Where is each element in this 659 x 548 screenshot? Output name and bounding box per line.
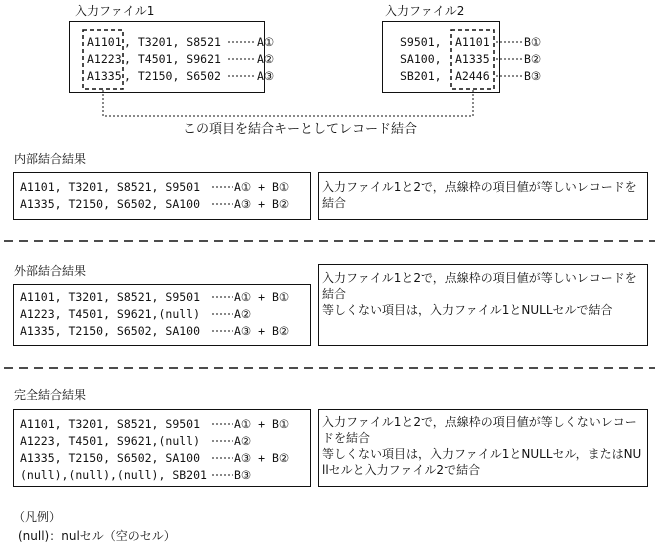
input1-row-ref: A② [257,52,275,66]
input2-row-key: A2446 [455,69,490,83]
join-key-caption: この項目を結合キーとしてレコード結合 [183,122,418,137]
input1-row-key: A1223 [87,52,122,66]
outer-row-ref: A② [234,307,252,321]
inner-row-text: A1335, T2150, S6502, SA100 [20,197,201,211]
full-row-text: (null),(null),(null), SB201 [20,468,207,482]
input2-row-key: A1101 [455,35,490,49]
inner-row-ref: A③ + B② [234,197,290,211]
input1-row-rest: , T3201, S8521 [124,35,221,49]
full-row-ref: A③ + B② [234,451,290,465]
inner-row-text: A1101, T3201, S8521, S9501 [20,180,201,194]
outer-desc: 入力ファイル1と2で，点線枠の項目値が等しいレコードを結合 等しくない項目は，入力ファイル1とNULLセルで結合 [322,271,637,317]
legend-title: （凡例） [13,510,62,524]
legend-text: (null)：nulセル（空のセル） [18,529,176,543]
input2-key-dashed-frame [451,30,494,89]
input2-row-pre: SA100, [400,52,442,66]
inner-desc: 入力ファイル1と2で，点線枠の項目値が等しいレコードを結合 [322,180,637,210]
outer-row-text: A1223, T4501, S9621,(null) [20,307,201,321]
outer-row-ref: A③ + B② [234,324,290,338]
inner-title: 内部結合結果 [14,152,87,166]
outer-title: 外部結合結果 [14,264,87,278]
full-row-text: A1335, T2150, S6502, SA100 [20,451,201,465]
full-row-ref: B③ [234,468,252,482]
input2-row-pre: S9501, [400,35,442,49]
full-row-ref: A② [234,434,252,448]
input2-row-pre: SB201, [400,69,442,83]
input2-row-ref: B③ [524,69,542,83]
full-row-text: A1223, T4501, S9621,(null) [20,434,201,448]
input2-row-ref: B② [524,52,542,66]
inner-row-ref: A① + B① [234,180,290,194]
input1-row-rest: , T2150, S6502 [124,69,221,83]
input1-title: 入力ファイル1 [75,4,155,18]
input2-title: 入力ファイル2 [385,4,465,18]
join-key-bracket [103,90,473,116]
full-row-text: A1101, T3201, S8521, S9501 [20,417,201,431]
input1-row-key: A1101 [87,35,122,49]
full-row-ref: A① + B① [234,417,290,431]
input1-row-key: A1335 [87,69,122,83]
outer-row-text: A1101, T3201, S8521, S9501 [20,290,201,304]
input1-row-rest: , T4501, S9621 [124,52,221,66]
input1-row-ref: A③ [257,69,275,83]
outer-row-text: A1335, T2150, S6502, SA100 [20,324,201,338]
input2-row-key: A1335 [455,52,490,66]
input1-key-dashed-frame [83,30,123,89]
full-title: 完全結合結果 [14,388,87,402]
input1-row-ref: A① [257,35,275,49]
full-desc: 入力ファイル1と2で，点線枠の項目値が等しくないレコードを結合 等しくない項目は，入力ファイル1とNULLセル，またはNUllセルと入力ファイル2で結合 [322,415,642,477]
input2-row-ref: B① [524,35,542,49]
outer-row-ref: A① + B① [234,290,290,304]
